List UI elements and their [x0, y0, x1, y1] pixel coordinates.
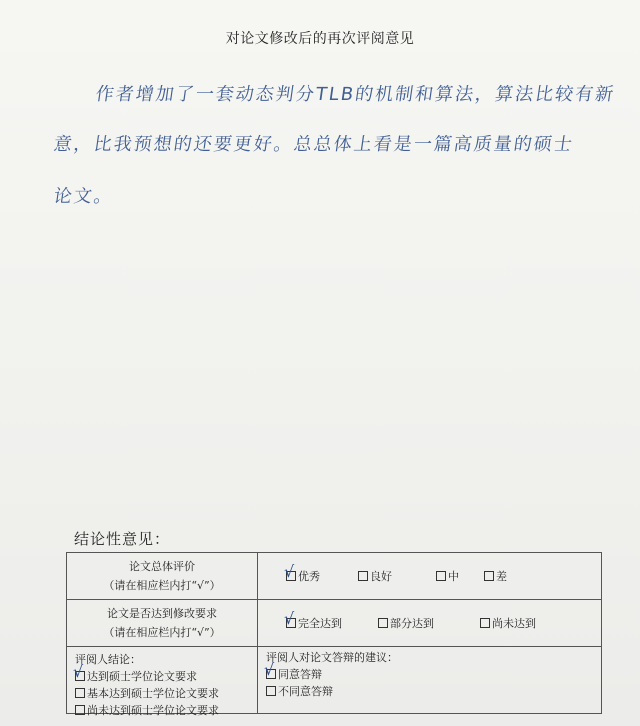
- reviewer-conclusion-heading: 评阅人结论：: [75, 653, 141, 666]
- overall-options-cell: [258, 553, 602, 600]
- option-label: 中: [448, 570, 459, 583]
- table-row-conclusion: [67, 647, 602, 714]
- checkbox-meets-requirements[interactable]: [73, 662, 85, 681]
- table-row-overall: [67, 553, 602, 600]
- option-partially-met[interactable]: [378, 615, 434, 631]
- overall-label-hint: （请在相应栏内打“√”）: [103, 579, 221, 592]
- revision-label-hint: （请在相应栏内打“√”）: [103, 626, 221, 639]
- option-label: 差: [496, 570, 507, 583]
- check-mark-icon: √: [73, 662, 84, 681]
- revision-label-cell: [67, 600, 258, 647]
- option-not-met[interactable]: [480, 615, 536, 631]
- checkbox-partially-met[interactable]: [378, 618, 388, 628]
- revision-options-cell: [258, 600, 602, 647]
- option-meets-requirements[interactable]: [73, 662, 197, 684]
- option-fully-met[interactable]: [284, 609, 342, 631]
- checkbox-agree-defense[interactable]: [264, 660, 276, 679]
- checkbox-not-met[interactable]: [480, 618, 490, 628]
- overall-label: 论文总体评价: [129, 560, 195, 573]
- checkbox-does-not-meet[interactable]: [75, 705, 85, 715]
- option-label: 部分达到: [390, 617, 434, 630]
- option-medium[interactable]: [436, 568, 459, 584]
- option-label: 达到硕士学位论文要求: [87, 670, 197, 683]
- checkbox-medium[interactable]: [436, 571, 446, 581]
- option-good[interactable]: [358, 568, 392, 584]
- check-mark-icon: √: [264, 660, 275, 679]
- evaluation-table: [66, 552, 602, 717]
- option-excellent[interactable]: [284, 562, 320, 584]
- handwritten-comment-line-1: 作者增加了一套动态判分TLB的机制和算法，算法比较有新: [94, 84, 617, 105]
- table-row-revision: [67, 600, 602, 647]
- option-does-not-meet[interactable]: [75, 702, 219, 718]
- checkbox-excellent[interactable]: [284, 562, 296, 581]
- option-label: 优秀: [298, 570, 320, 583]
- option-label: 完全达到: [298, 617, 342, 630]
- option-disagree-defense[interactable]: [266, 683, 333, 699]
- handwritten-comment-line-3: 论文。: [52, 186, 116, 207]
- overall-label-cell: [67, 553, 258, 600]
- option-label: 同意答辩: [278, 668, 322, 681]
- option-agree-defense[interactable]: [264, 660, 322, 682]
- reviewer-conclusion-cell: [67, 647, 258, 717]
- checkbox-poor[interactable]: [484, 571, 494, 581]
- option-label: 尚未达到: [492, 617, 536, 630]
- option-basically-meets[interactable]: [75, 685, 219, 701]
- revision-label: 论文是否达到修改要求: [107, 607, 217, 620]
- check-mark-icon: √: [284, 609, 295, 628]
- checkbox-fully-met[interactable]: [284, 609, 296, 628]
- option-label: 良好: [370, 570, 392, 583]
- checkbox-disagree-defense[interactable]: [266, 686, 276, 696]
- defense-suggestion-cell: [258, 647, 602, 714]
- checkbox-basically-meets[interactable]: [75, 688, 85, 698]
- option-label: 尚未达到硕士学位论文要求: [87, 704, 219, 717]
- option-label: 不同意答辩: [278, 685, 333, 698]
- defense-suggestion-heading: 评阅人对论文答辩的建议：: [266, 651, 398, 664]
- conclusion-heading: 结论性意见：: [74, 530, 171, 548]
- option-poor[interactable]: [484, 568, 507, 584]
- option-label: 基本达到硕士学位论文要求: [87, 687, 219, 700]
- checkbox-good[interactable]: [358, 571, 368, 581]
- page-title: 对论文修改后的再次评阅意见: [225, 31, 415, 47]
- handwritten-comment-line-2: 意，比我预想的还要更好。总总体上看是一篇高质量的硕士: [52, 134, 576, 155]
- check-mark-icon: √: [284, 562, 295, 581]
